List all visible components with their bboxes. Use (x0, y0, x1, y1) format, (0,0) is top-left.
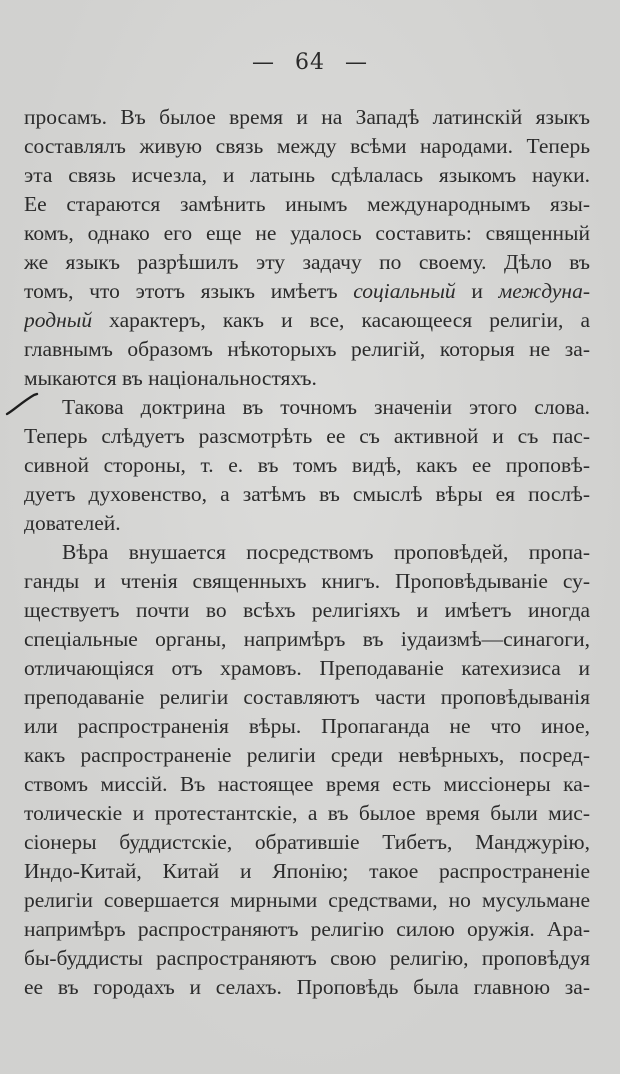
text-line (24, 219, 590, 248)
text-line (24, 596, 590, 625)
text-segment: отличающіяся отъ храмовъ. Преподаваніе катехизиса и (24, 656, 590, 680)
text-segment: сивной стороны, т. е. въ томъ видѣ, какъ ее проповѣ- (24, 453, 590, 477)
text-line (24, 509, 590, 538)
text-line (24, 335, 590, 364)
text-line (24, 161, 590, 190)
text-line (24, 973, 590, 1002)
text-line (24, 538, 590, 567)
text-line (24, 915, 590, 944)
text-line (24, 567, 590, 596)
body-text (24, 103, 590, 1002)
text-segment: бы-буддисты распространяютъ свою религію, проповѣдуя (24, 946, 590, 970)
text-line (24, 190, 590, 219)
text-line (24, 422, 590, 451)
text-segment: Теперь слѣдуетъ разсмотрѣть ее съ активной и съ пас- (24, 424, 590, 448)
text-segment: ганды и чтенія священныхъ книгъ. Проповѣдываніе су- (24, 569, 590, 593)
text-segment: и (455, 279, 499, 303)
text-line (24, 132, 590, 161)
text-line (24, 306, 590, 335)
italic-text-segment: соціальный (353, 279, 456, 303)
text-segment: комъ, однако его еще не удалось составить: священный (24, 221, 590, 245)
text-segment: просамъ. Въ былое время и на Западѣ латинскій языкъ (24, 105, 590, 129)
page-header (0, 50, 620, 75)
text-line (24, 277, 590, 306)
text-segment: эта связь исчезла, и латынь сдѣлалась языкомъ науки. (24, 163, 590, 187)
text-line (24, 393, 590, 422)
text-segment: или распространенія вѣры. Пропаганда не что иное, (24, 714, 590, 738)
text-segment: спеціальные органы, напримѣръ въ іудаизмѣ—синагоги, (24, 627, 590, 651)
text-line (24, 625, 590, 654)
text-segment: составлялъ живую связь между всѣми народами. Теперь (24, 134, 590, 158)
text-segment: ее въ городахъ и селахъ. Проповѣдь была главною за- (24, 975, 590, 999)
text-segment: религіи совершается мирными средствами, но мусульмане (24, 888, 590, 912)
page-number: 64 (295, 50, 325, 75)
text-line (24, 770, 590, 799)
italic-text-segment: междуна- (498, 279, 590, 303)
text-line (24, 944, 590, 973)
text-segment: Ее стараются замѣнить инымъ международнымъ язы- (24, 192, 590, 216)
text-segment: ществуетъ почти во всѣхъ религіяхъ и имѣетъ иногда (24, 598, 590, 622)
text-segment: мыкаются въ національностяхъ. (24, 366, 317, 390)
text-segment: томъ, что этотъ языкъ имѣетъ (24, 279, 354, 303)
text-line (24, 741, 590, 770)
text-line (24, 886, 590, 915)
text-line (24, 248, 590, 277)
text-segment: же языкъ разрѣшилъ эту задачу по своему. Дѣло въ (24, 250, 590, 274)
text-segment: Вѣра внушается посредствомъ проповѣдей, пропа- (62, 540, 590, 564)
text-segment: дуетъ духовенство, а затѣмъ въ смыслѣ вѣры ея послѣ- (24, 482, 590, 506)
text-line (24, 799, 590, 828)
text-segment: какъ распространеніе религіи среди невѣрныхъ, посред- (24, 743, 590, 767)
text-line (24, 712, 590, 741)
text-segment: Такова доктрина въ точномъ значеніи этого слова. (62, 395, 590, 419)
text-segment: толическіе и протестантскіе, а въ былое время были мис- (24, 801, 590, 825)
text-line (24, 364, 590, 393)
text-segment: напримѣръ распространяютъ религію силою оружія. Ара- (24, 917, 590, 941)
text-segment: сіонеры буддистскіе, обратившіе Тибетъ, Манджурію, (24, 830, 590, 854)
text-segment: характеръ, какъ и все, касающееся религіи, а (92, 308, 590, 332)
text-segment: преподаваніе религіи составляютъ части проповѣдыванія (24, 685, 590, 709)
header-dash-left: — (252, 50, 275, 75)
text-segment: дователей. (24, 511, 121, 535)
text-segment: ствомъ миссій. Въ настоящее время есть миссіонеры ка- (24, 772, 590, 796)
text-segment: Индо-Китай, Китай и Японію; такое распространеніе (24, 859, 590, 883)
text-line (24, 683, 590, 712)
text-line (24, 857, 590, 886)
text-line (24, 451, 590, 480)
header-dash-right: — (345, 50, 368, 75)
text-line (24, 828, 590, 857)
italic-text-segment: родный (24, 308, 93, 332)
text-line (24, 480, 590, 509)
text-line (24, 103, 590, 132)
text-line (24, 654, 590, 683)
text-segment: главнымъ образомъ нѣкоторыхъ религій, которыя не за- (24, 337, 590, 361)
